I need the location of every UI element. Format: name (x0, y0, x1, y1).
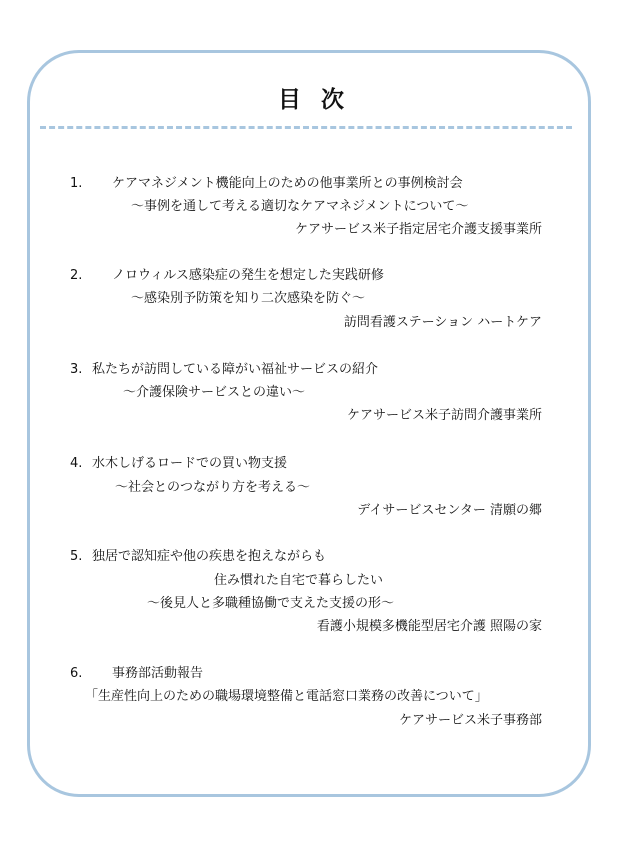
item-3-title: 私たちが訪問している障がい福祉サービスの紹介 (92, 362, 379, 377)
item-1-subtitle: ～事例を通して考える適切なケアマネジメントについて～ (131, 199, 469, 214)
item-5-subtitle: ～後見人と多職種協働で支えた支援の形～ (147, 596, 395, 611)
item-6-subtitle: 「生産性向上のための職場環境整備と電話窓口業務の改善について」 (85, 689, 488, 704)
title-divider (40, 126, 572, 129)
item-1-organization: ケアサービス米子指定居宅介護支援事業所 (294, 222, 542, 237)
item-5-organization: 看護小規模多機能型居宅介護 照陽の家 (316, 619, 542, 634)
item-2-number: 2. (70, 268, 83, 283)
item-6-title: 事務部活動報告 (112, 666, 204, 681)
item-4-organization: デイサービスセンター 清願の郷 (357, 503, 542, 518)
item-4-title: 水木しげるロードでの買い物支援 (92, 456, 288, 471)
page-title: 目次 (278, 87, 364, 113)
item-1-number: 1. (70, 176, 83, 191)
item-6-number: 6. (70, 666, 83, 681)
item-3-subtitle: ～介護保険サービスとの違い～ (123, 385, 306, 400)
item-3-number: 3. (70, 362, 83, 377)
item-5-title: 独居で認知症や他の疾患を抱えながらも (92, 549, 327, 564)
item-6-organization: ケアサービス米子事務部 (398, 713, 542, 728)
item-2-title: ノロウィルス感染症の発生を想定した実践研修 (112, 268, 384, 283)
item-2-organization: 訪問看護ステーション ハートケア (343, 315, 542, 330)
item-5-title-line2: 住み慣れた自宅で暮らしたい (214, 573, 384, 588)
item-4-number: 4. (70, 456, 83, 471)
item-3-organization: ケアサービス米子訪問介護事業所 (346, 408, 542, 423)
item-5-number: 5. (70, 549, 83, 564)
item-2-subtitle: ～感染別予防策を知り二次感染を防ぐ～ (131, 291, 366, 306)
item-4-subtitle: ～社会とのつながり方を考える～ (115, 480, 311, 495)
item-1-title: ケアマネジメント機能向上のための他事業所との事例検討会 (112, 176, 463, 191)
